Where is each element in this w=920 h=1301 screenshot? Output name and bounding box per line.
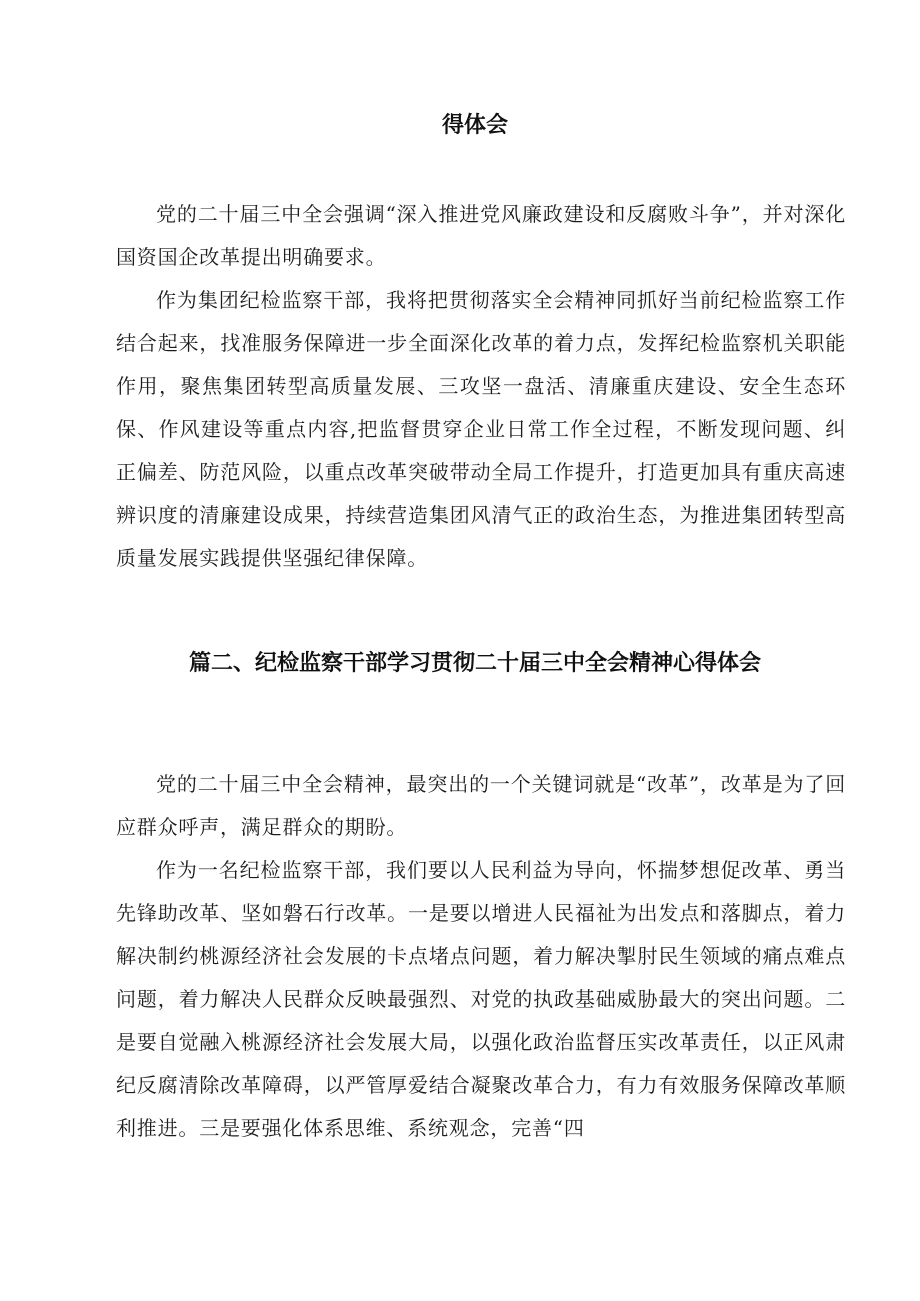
section-title-continuation: 得体会 [441, 113, 508, 138]
section1-paragraph-2: 作为集团纪检监察干部，我将把贯彻落实全会精神同抓好当前纪检监察工作结合起来，找准服务保障进一步全面深化改革的着力点，发挥纪检监察机关职能作用，聚焦集团转型高质量发展、三攻坚一盘活、清廉重庆建设、安全生态环保、作风建设等重点内容,把监督贯穿企业日常工作全过程，不断发现问题、纠正偏差、防范风险，以重点改革突破带动全局工作提升，打造更加具有重庆高速辨识度的清廉建设成果，持续营造集团风清气正的政治生态，为推进集团转型高质量发展实践提供坚强纪律保障。 [116, 288, 846, 570]
section2-paragraph-1: 党的二十届三中全会精神，最突出的一个关键词就是“改革”，改革是为了回应群众呼声，满足群众的期盼。 [116, 772, 846, 839]
section2-paragraph-2: 作为一名纪检监察干部，我们要以人民利益为导向，怀揣梦想促改革、勇当先锋助改革、坚如磐石行改革。一是要以增进人民福祉为出发点和落脚点，着力解决制约桃源经济社会发展的卡点堵点问题，着力解决掣肘民生领域的痛点难点问题，着力解决人民群众反映最强烈、对党的执政基础威胁最大的突出问题。二是要自觉融入桃源经济社会发展大局，以强化政治监督压实改革责任，以正风肃纪反腐清除改革障碍，以严管厚爱结合凝聚改革合力，有力有效服务保障改革顺利推进。三是要强化体系思维、系统观念，完善“四 [116, 858, 846, 1140]
section1-paragraph-1: 党的二十届三中全会强调“深入推进党风廉政建设和反腐败斗争”，并对深化国资国企改革提出明确要求。 [116, 202, 846, 269]
section2-title: 篇二、纪检监察干部学习贯彻二十届三中全会精神心得体会 [188, 651, 761, 676]
